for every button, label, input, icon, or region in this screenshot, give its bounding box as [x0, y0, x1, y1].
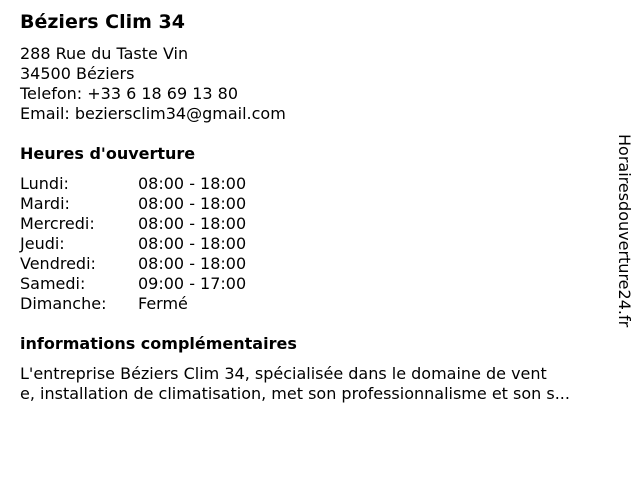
description-line: e, installation de climatisation, met son professionnalisme et son s... [20, 384, 570, 403]
hours-row-monday [20, 174, 320, 194]
site-watermark: Horairesdouverture24.fr [615, 134, 634, 328]
business-description [20, 364, 620, 404]
day-label: Mardi: [20, 194, 70, 213]
additional-info-heading: informations complémentaires [20, 334, 297, 353]
hours-row-tuesday [20, 194, 320, 214]
time-range: 08:00 - 18:00 [138, 194, 247, 213]
day-label: Jeudi: [20, 234, 65, 253]
day-label: Dimanche: [20, 294, 107, 313]
hours-row-thursday [20, 234, 320, 254]
time-range: 08:00 - 18:00 [138, 174, 247, 193]
hours-row-wednesday [20, 214, 320, 234]
address-street: 288 Rue du Taste Vin [20, 44, 189, 63]
day-label: Lundi: [20, 174, 69, 193]
hours-row-sunday [20, 294, 320, 314]
business-contact [20, 44, 286, 124]
day-label: Vendredi: [20, 254, 96, 273]
time-range: 08:00 - 18:00 [138, 254, 247, 273]
email-address: Email: beziersclim34@gmail.com [20, 104, 286, 123]
phone-number: Telefon: +33 6 18 69 13 80 [20, 84, 239, 103]
time-range: 08:00 - 18:00 [138, 234, 247, 253]
business-name: Béziers Clim 34 [20, 11, 185, 33]
time-range: 08:00 - 18:00 [138, 214, 247, 233]
hours-row-friday [20, 254, 320, 274]
hours-row-saturday [20, 274, 320, 294]
day-label: Samedi: [20, 274, 86, 293]
description-line: L'entreprise Béziers Clim 34, spécialisée dans le domaine de vent [20, 364, 547, 383]
opening-hours-heading: Heures d'ouverture [20, 144, 196, 163]
time-range: 09:00 - 17:00 [138, 274, 247, 293]
opening-hours-table [20, 174, 320, 314]
day-label: Mercredi: [20, 214, 95, 233]
time-range: Fermé [138, 294, 188, 313]
address-city: 34500 Béziers [20, 64, 135, 83]
